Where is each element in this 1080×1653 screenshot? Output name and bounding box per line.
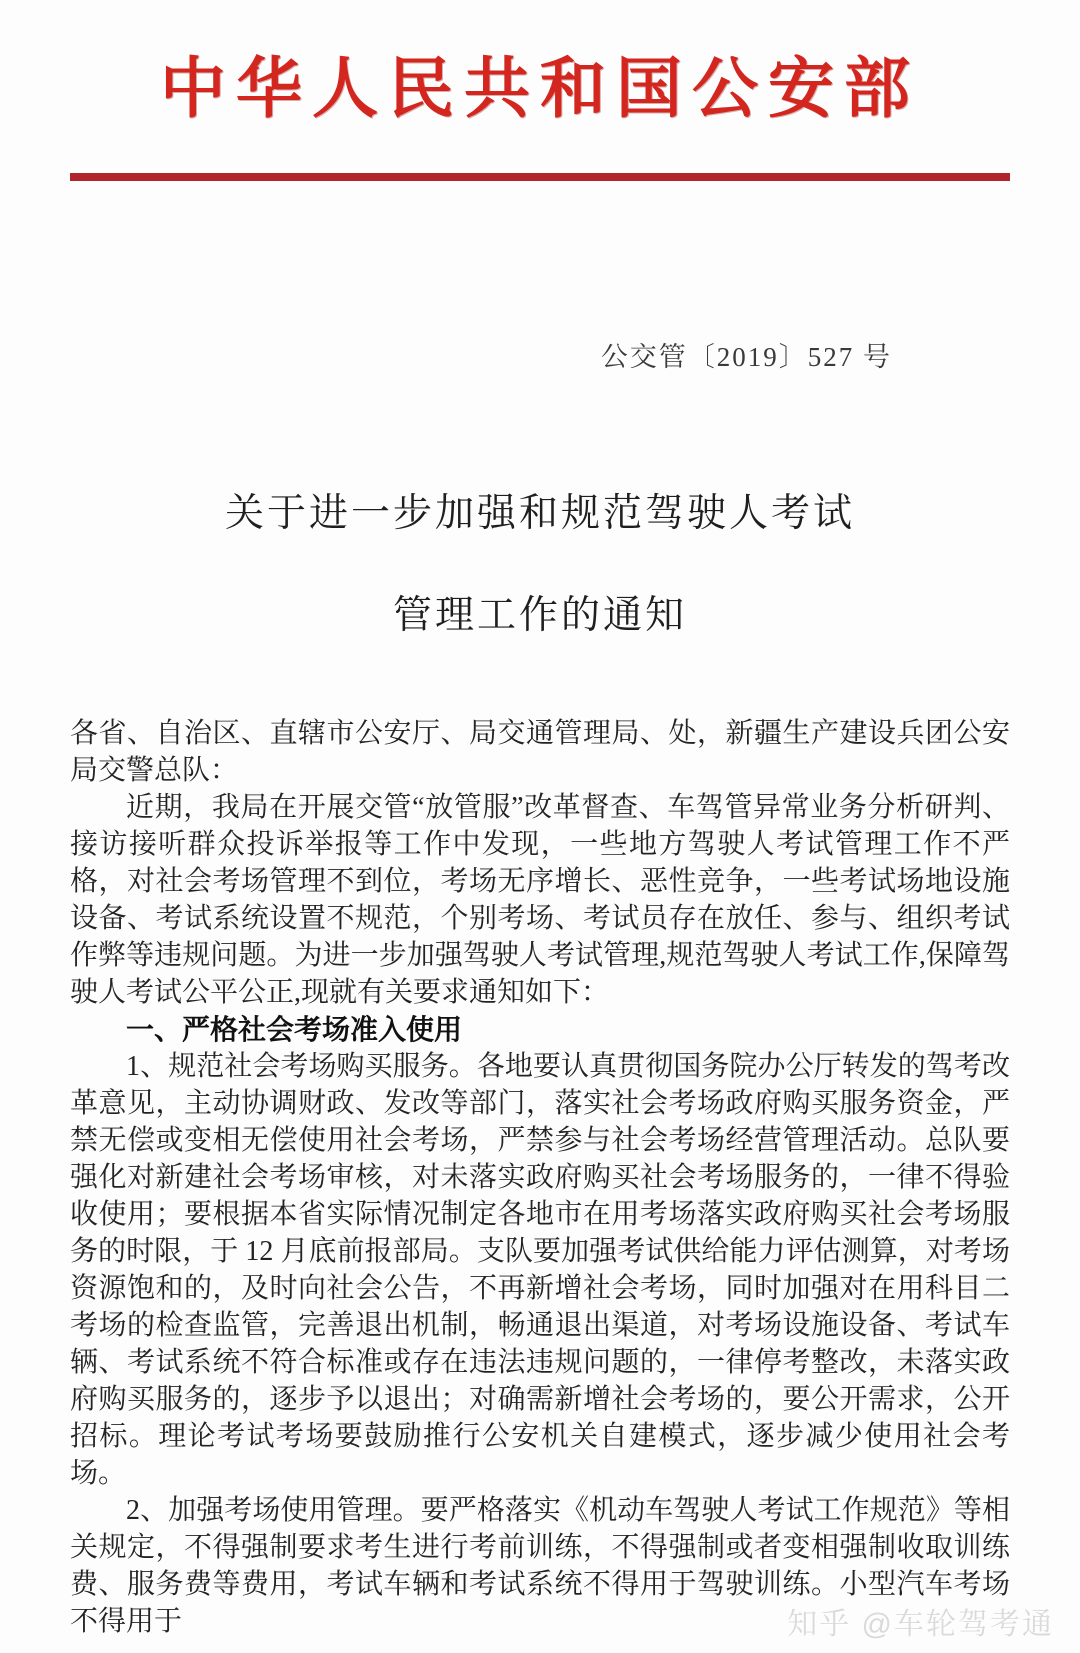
header-divider-rule: [70, 173, 1010, 181]
section1-item1-paragraph: 1、规范社会考场购买服务。各地要认真贯彻国务院办公厅转发的驾考改革意见，主动协调财政、发改等部门，落实社会考场政府购买服务资金，严禁无偿或变相无偿使用社会考场，严禁参与社会考场经营管理活动。总队要强化对新建社会考场审核，对未落实政府购买社会考场服务的，一律不得验收使用；要根据本省实际情况制定各地市在用考场落实政府购买社会考场服务的时限，于 12 月底前报部局。支队要加强考试供给能力评估测算，对考场资源饱和的，及时向社会公告，不再新增社会考场，同时加强对在用科目二考场的检查监管，完善退出机制，畅通退出渠道，对考场设施设备、考试车辆、考试系统不符合标准或存在违法违规问题的，一律停考整改，未落实政府购买服务的，逐步予以退出；对确需新增社会考场的，要公开需求，公开招标。理论考试考场要鼓励推行公安机关自建模式，逐步减少使用社会考场。: [70, 1051, 1010, 1490]
document-title-line2: 管理工作的通知: [392, 594, 687, 638]
document-title: [0, 491, 1080, 639]
section1-heading: 一、严格社会考场准入使用: [126, 1014, 463, 1046]
section1-item2-paragraph: 2、加强考场使用管理。要严格落实《机动车驾驶人考试工作规范》等相关规定，不得强制要求考生进行考前训练，不得强制或者变相强制收取训练费、服务费等费用，考试车辆和考试系统不得用于驾驶训练。小型汽车考场不得用于: [70, 1495, 1010, 1638]
agency-header-title: 中华人民共和国公安部: [160, 53, 920, 126]
watermark-credit: 知乎 @车轮驾考通: [787, 1608, 1054, 1641]
document-body: [70, 715, 1010, 1640]
document-title-line1: 关于进一步加强和规范驾驶人考试: [224, 492, 855, 536]
document-number: 公交管〔2019〕527 号: [600, 342, 892, 373]
intro-paragraph: 近期，我局在开展交管“放管服”改革督查、车驾管异常业务分析研判、接访接听群众投诉举报等工作中发现，一些地方驾驶人考试管理工作不严格，对社会考场管理不到位，考场无序增长、恶性竞争，一些考试场地设施设备、考试系统设置不规范，个别考场、考试员存在放任、参与、组织考试作弊等违规问题。为进一步加强驾驶人考试管理,规范驾驶人考试工作,保障驾驶人考试公平公正,现就有关要求通知如下：: [70, 792, 1010, 1009]
salutation-line: 各省、自治区、直辖市公安厅、局交通管理局、处，新疆生产建设兵团公安局交警总队：: [70, 718, 1010, 787]
